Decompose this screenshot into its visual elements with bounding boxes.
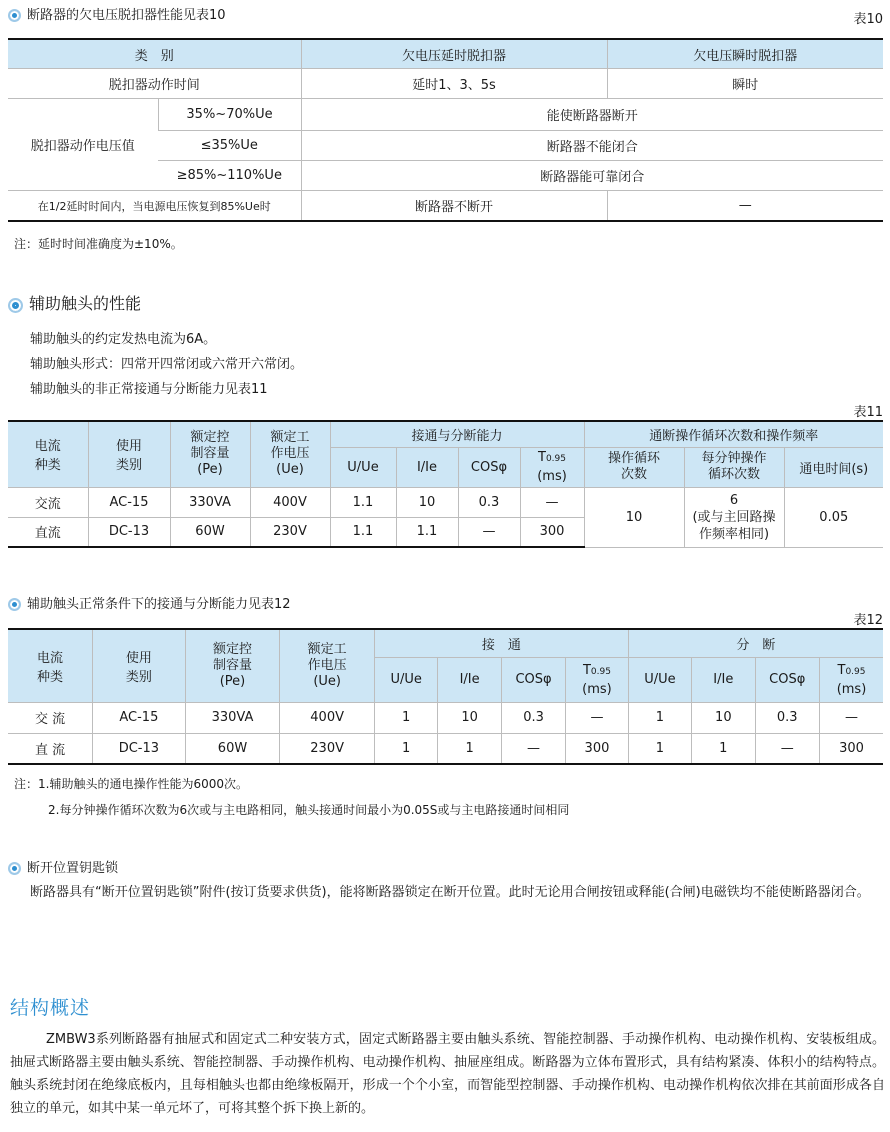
table12-number: 表12 (853, 613, 883, 628)
table12 (8, 628, 883, 765)
bullet-icon (8, 298, 23, 313)
header-category: 类 别 (8, 39, 301, 69)
table10-number: 表10 (853, 12, 883, 27)
table-row: 在1/2延时时间内，当电源电压恢复到85%Ue时 断路器不断开 — (8, 191, 883, 222)
structure-heading: 结构概述 (10, 997, 91, 1019)
lock-paragraph: 断路器具有“断开位置钥匙锁”附件(按订货要求供货)，能将断路器锁定在断开位置。此时无论用合闸按钮或释能(合闸)电磁铁均不能使断路器闭合。 (30, 885, 870, 900)
table-header-row: 电流 种类 使用 类别 额定控 制容量 (Pe) 额定工 作电压 (Ue) 接 通 分 断 (8, 629, 883, 657)
table12-note-1: 注：1.辅助触头的通电操作性能为6000次。 (14, 777, 248, 791)
table12-note-2: 2.每分钟操作循环次数为6次或与主电路相同，触头接通时间最小为0.05S或与主电路接通时间相同 (48, 803, 570, 817)
table-row: 交 流 AC-15 330VA 400V 1 10 0.3 — 1 10 0.3 — (8, 702, 883, 733)
section-title-table10: 断路器的欠电压脱扣器性能见表10 (8, 4, 226, 23)
section-title-lock: 断开位置钥匙锁 (8, 857, 118, 876)
table-row: ≤35%Ue 断路器不能闭合 (8, 131, 883, 161)
table-header-row: U/Ue I/Ie COSφ T0.95 (ms) 操作循环 次数 每分钟操作 循环次数 通电时间(s) (8, 447, 883, 487)
table11 (8, 420, 883, 548)
aux-line: 辅助触头的约定发热电流为6A。 (30, 332, 217, 347)
header-instant: 欠电压瞬时脱扣器 (607, 39, 883, 69)
table-header-row: 电流 种类 使用 类别 额定控 制容量 (Pe) 额定工 作电压 (Ue) 接通与分断能力 通断操作循环次数和操作频率 (8, 421, 883, 447)
structure-paragraph: ZMBW3系列断路器有抽屉式和固定式二种安装方式，固定式断路器主要由触头系统、智能控制器、手动操作机构、电动操作机构、安装板组成。抽屉式断路器主要由触头系统、智能控制器、手动操作机构、电动操作机构、抽屉座组成。断路器为立体布置形式，具有结构紧凑、体积小的结构特点。触头系统封闭在绝缘底板内，且每相触头也都由绝缘板隔开，形成一个个小室，而智能型控制器、手动操作机构、电动操作机构依次排在其前面形成各自独立的单元，如其中某一单元坏了，可将其整个拆下换上新的。 (10, 1032, 885, 1116)
bullet-icon (8, 862, 21, 875)
section-title-table12: 辅助触头正常条件下的接通与分断能力见表12 (8, 593, 291, 612)
table-row: 交流 AC-15 330VA 400V 1.1 10 0.3 — 10 6 (或与主回路操 作频率相同) 0.05 (8, 487, 883, 517)
table-row: 直 流 DC-13 60W 230V 1 1 — 300 1 1 — 300 (8, 733, 883, 764)
aux-line: 辅助触头形式：四常开四常闭或六常开六常闭。 (30, 357, 304, 372)
table10 (8, 38, 883, 222)
table11-number: 表11 (853, 405, 883, 420)
table-row: 直流 DC-13 60W 230V 1.1 1.1 — 300 (8, 517, 883, 547)
aux-line: 辅助触头的非正常接通与分断能力见表11 (30, 382, 268, 397)
bullet-icon (8, 9, 21, 22)
table-row: 脱扣器动作时间 延时1、3、5s 瞬时 (8, 69, 883, 99)
aux-lines (30, 327, 303, 402)
bullet-icon (8, 598, 21, 611)
table-header-row (8, 39, 883, 69)
table10-note: 注：延时时间准确度为±10%。 (14, 237, 183, 251)
section-title-aux: 辅助触头的性能 (8, 291, 141, 314)
table-row: ≥85%~110%Ue 断路器能可靠闭合 (8, 161, 883, 191)
table-header-row: U/Ue I/Ie COSφ T0.95 (ms) U/Ue I/Ie COSφ T0.95 (ms) (8, 657, 883, 702)
header-delay: 欠电压延时脱扣器 (301, 39, 607, 69)
table-row: 脱扣器动作电压值 35%~70%Ue 能使断路器断开 (8, 99, 883, 131)
